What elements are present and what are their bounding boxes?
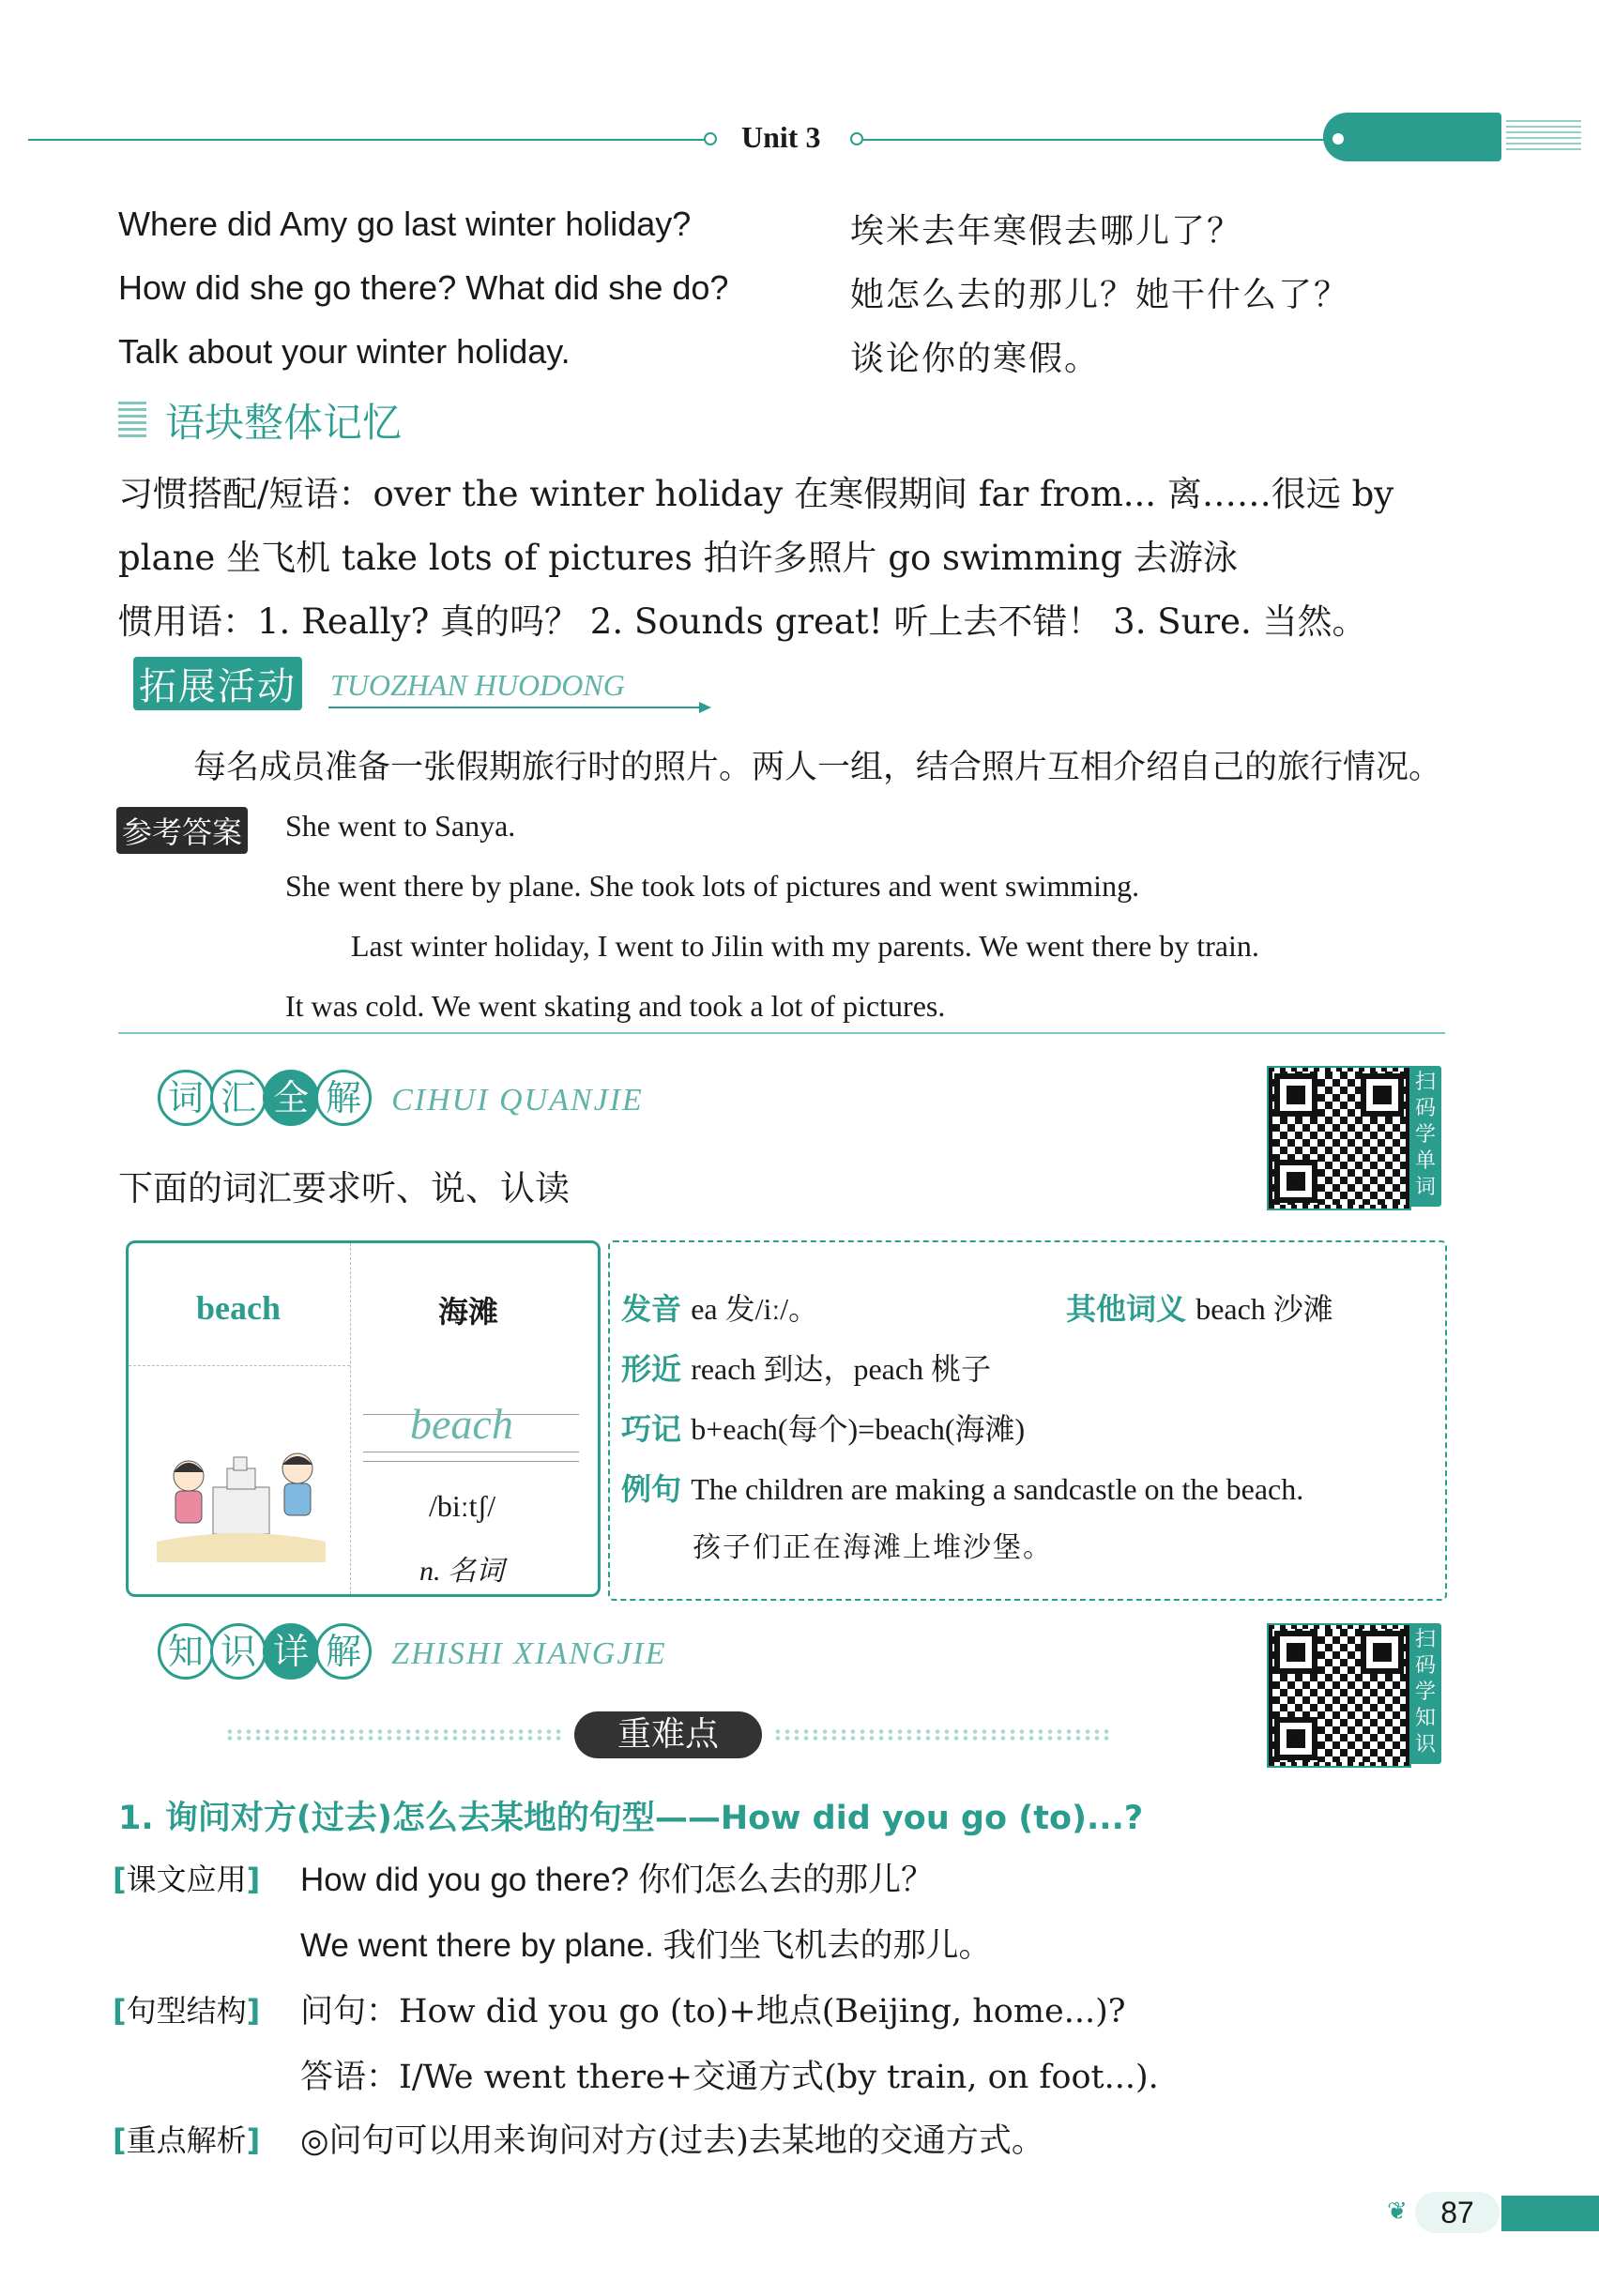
- memory-row: [621, 1406, 1025, 1449]
- chunk-line-3: 惯用语：1. Really? 真的吗？ 2. Sounds great! 听上去不错！ 3. Sure. 当然。: [118, 601, 1367, 642]
- knowledge-char-3: 详: [263, 1623, 319, 1680]
- other-row: [1066, 1285, 1333, 1329]
- key-rule-right: [773, 1728, 1111, 1741]
- point-title: 1. 询问对方(过去)怎么去某地的句型——How did you go (to)...?: [118, 1800, 1144, 1837]
- memory-text: b+each(每个)=beach(海滩): [691, 1412, 1026, 1446]
- dialogue-cn-2: 她怎么去的那儿？她干什么了？: [850, 276, 1350, 314]
- knowledge-qr-code[interactable]: [1267, 1623, 1411, 1768]
- analysis-text: ◎问句可以用来询问对方(过去)去某地的交通方式。: [300, 2122, 1044, 2160]
- answer-line-2: She went there by plane. She took lots of pictures and went swimming.: [285, 869, 1140, 903]
- header-tab: [1323, 113, 1501, 161]
- header-stripes: [1506, 120, 1581, 154]
- extension-arrow-icon: [328, 698, 713, 717]
- header-rule-left: [28, 139, 713, 141]
- struct-tag: 句型结构: [126, 1993, 247, 2029]
- chunk-section-title: 语块整体记忆: [165, 400, 403, 446]
- app-tag: 课文应用: [126, 1862, 247, 1897]
- app-answer: We went there by plane. 我们坐飞机去的那儿。: [300, 1927, 992, 1964]
- dialogue-cn-1: 埃米去年寒假去哪儿了？: [850, 212, 1243, 251]
- knowledge-char-2: 识: [210, 1623, 266, 1680]
- pron-row: [621, 1285, 818, 1329]
- dialogue-cn-3: 谈论你的寒假。: [850, 340, 1101, 378]
- word-meaning: 海滩: [438, 1294, 499, 1330]
- kids-sandcastle-illustration: [157, 1431, 326, 1562]
- similar-text: reach 到达，peach 桃子: [691, 1352, 992, 1386]
- word-pos: n. 名词: [419, 1556, 504, 1587]
- extension-pinyin: TUOZHAN HUODONG: [330, 668, 625, 702]
- answer-line-1: She went to Sanya.: [285, 809, 516, 843]
- chunk-section-bars: [118, 402, 146, 437]
- word-handwritten: beach: [410, 1400, 513, 1448]
- extension-title: 拓展活动: [133, 657, 302, 710]
- knowledge-pinyin: ZHISHI XIANGJIE: [391, 1636, 667, 1671]
- header-dot-right: [850, 132, 863, 145]
- knowledge-char-1: 知: [158, 1623, 214, 1680]
- extension-instruction: 每名成员准备一张假期旅行时的照片。两人一组，结合照片互相介绍自己的旅行情况。: [193, 749, 1442, 786]
- chunk-line-1: 习惯搭配/短语：over the winter holiday 在寒假期间 far from... 离……很远 by: [118, 474, 1394, 514]
- page-number: 87: [1415, 2192, 1500, 2233]
- word-phonetic: /biːtʃ/: [429, 1489, 496, 1523]
- vocab-char-1: 词: [158, 1070, 214, 1126]
- pron-tag: 发音: [621, 1291, 682, 1327]
- word-card: [126, 1240, 601, 1597]
- key-rule-left: [225, 1728, 563, 1741]
- other-text: beach 沙滩: [1195, 1292, 1333, 1326]
- vocab-char-4: 解: [315, 1070, 372, 1126]
- header-tab-dot: [1332, 133, 1344, 144]
- analysis-tag-row: [重点解析]: [113, 2122, 261, 2158]
- knowledge-qr-label: 扫码学知识: [1409, 1623, 1441, 1764]
- header-dot-left: [704, 132, 717, 145]
- knowledge-heading: [158, 1623, 667, 1680]
- header-rule-right: [863, 139, 1328, 141]
- answer-line-4: It was cold. We went skating and took a lot of pictures.: [285, 989, 946, 1023]
- extension-divider: [118, 1032, 1445, 1034]
- answer-tag: 参考答案: [116, 807, 248, 854]
- example-cn: 孩子们正在海滩上堆沙堡。: [693, 1531, 1053, 1564]
- unit-title: Unit 3: [741, 120, 821, 154]
- other-tag: 其他词义: [1066, 1291, 1187, 1327]
- chunk-line-2: plane 坐飞机 take lots of pictures 拍许多照片 go swimming 去游泳: [118, 538, 1238, 578]
- vocab-heading: [158, 1070, 644, 1126]
- key-badge: 重难点: [574, 1711, 762, 1758]
- answer-line-3: Last winter holiday, I went to Jilin with my parents. We went there by train.: [351, 929, 1259, 963]
- example-row: [621, 1466, 1303, 1509]
- dialogue-en-3: Talk about your winter holiday.: [118, 332, 571, 371]
- analysis-tag: 重点解析: [126, 2122, 247, 2158]
- dialogue-en-2: How did she go there? What did she do?: [118, 268, 729, 307]
- struct-tag-row: [句型结构]: [113, 1993, 261, 2029]
- similar-tag: 形近: [621, 1351, 682, 1387]
- word-headword: beach: [196, 1289, 281, 1327]
- dialogue-en-1: Where did Amy go last winter holiday?: [118, 205, 692, 243]
- app-question: How did you go there? 你们怎么去的那儿？: [300, 1862, 934, 1898]
- vocab-char-3: 全: [263, 1070, 319, 1126]
- vocab-instruction: 下面的词汇要求听、说、认读: [118, 1168, 570, 1209]
- pron-text: ea 发/iː/。: [691, 1292, 819, 1326]
- similar-row: [621, 1346, 991, 1389]
- struct-question: 问句：How did you go (to)+地点(Beijing, home...)?: [300, 1993, 1126, 2030]
- leaf-icon: ❦: [1387, 2197, 1408, 2226]
- vocab-qr-label: 扫码学单词: [1409, 1066, 1441, 1207]
- vocab-pinyin: CIHUI QUANJIE: [391, 1083, 644, 1118]
- knowledge-char-4: 解: [315, 1623, 372, 1680]
- example-tag: 例句: [621, 1471, 682, 1507]
- vocab-qr-code[interactable]: [1267, 1066, 1411, 1210]
- vocab-char-2: 汇: [210, 1070, 266, 1126]
- example-en: The children are making a sandcastle on the beach.: [691, 1472, 1304, 1506]
- app-tag-row: [课文应用]: [113, 1862, 261, 1897]
- memory-tag: 巧记: [621, 1411, 682, 1447]
- footer-bar: [1501, 2196, 1599, 2231]
- struct-answer: 答语：I/We went there+交通方式(by train, on foot...).: [300, 2059, 1159, 2096]
